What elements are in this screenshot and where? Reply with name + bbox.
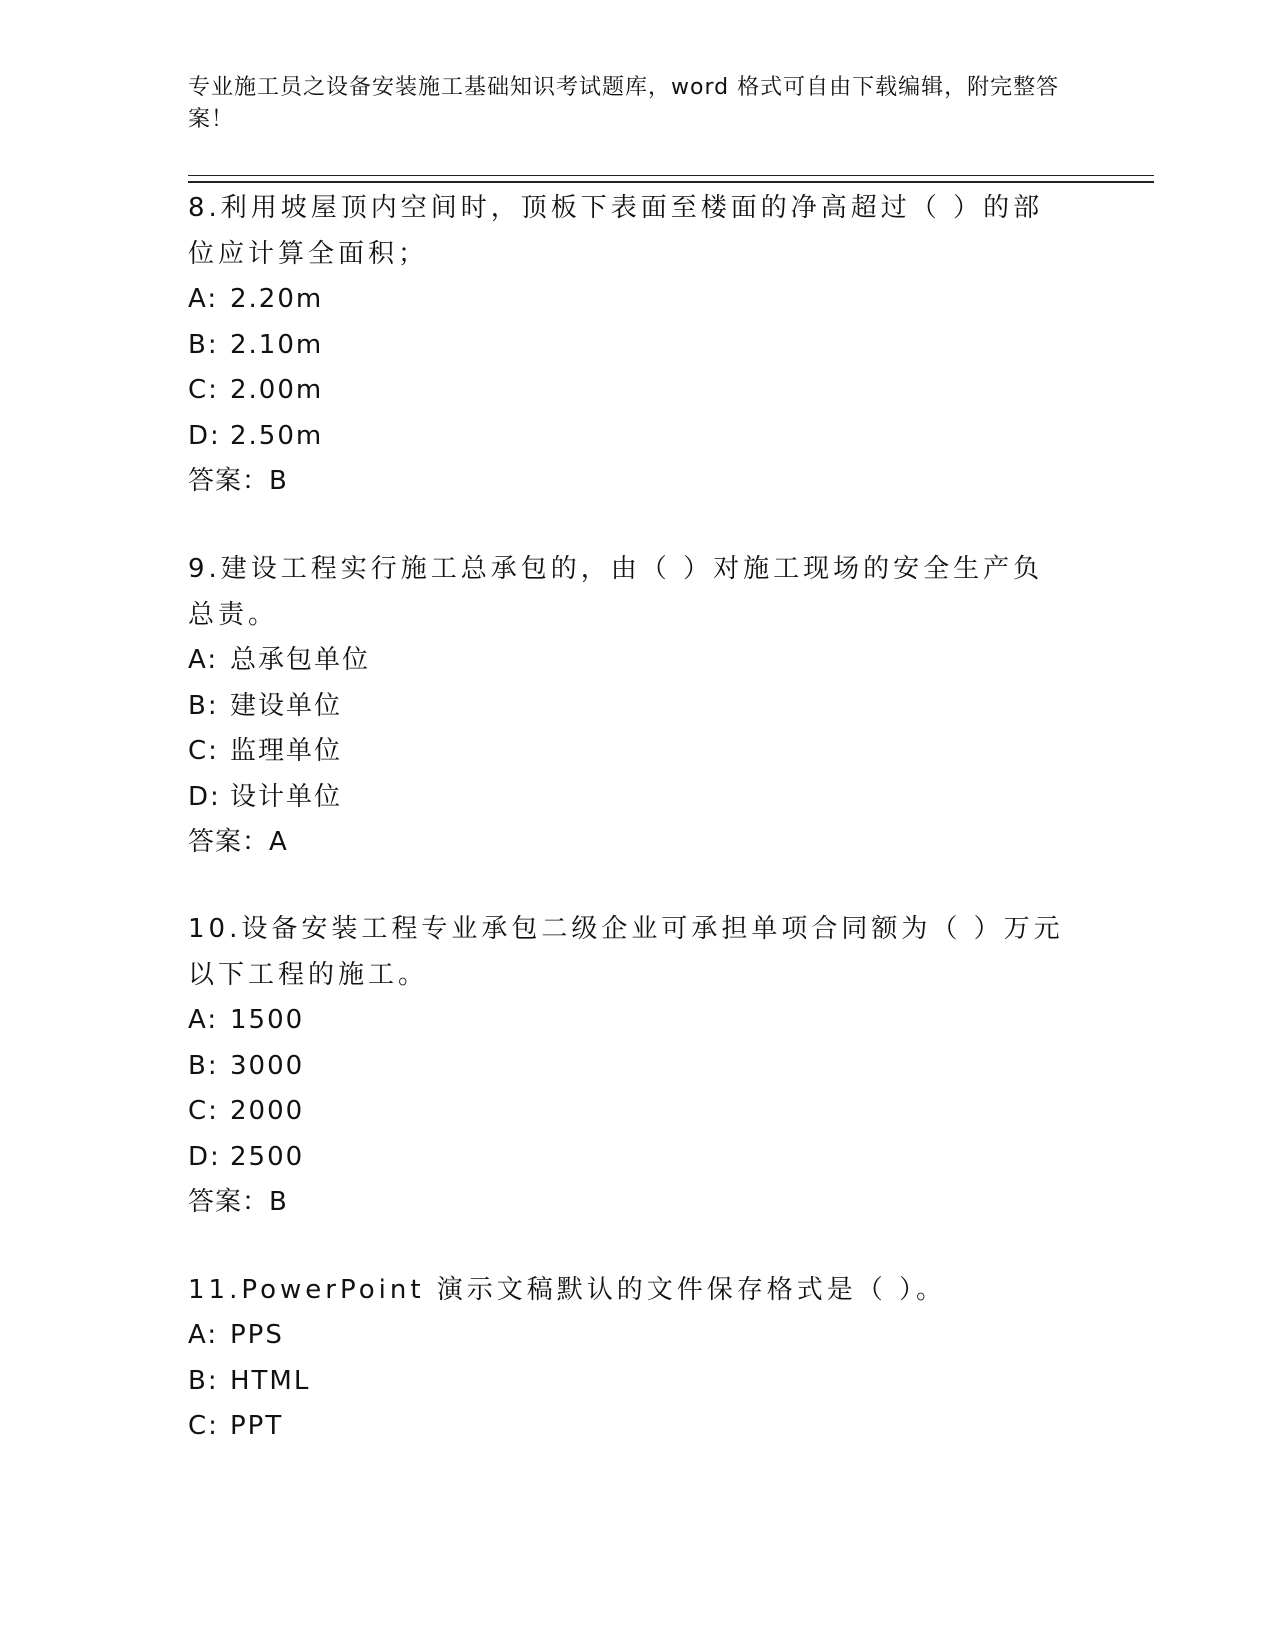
option-text: 总承包单位 [230,645,371,675]
option-text: 1500 [230,1005,305,1035]
option-text: 监理单位 [230,736,343,766]
question-9 [188,546,1068,864]
option-a [188,638,1068,684]
option-label: B: [188,690,219,721]
option-text: 2.20m [230,284,324,314]
question-11 [188,1267,1068,1450]
option-text: 设计单位 [230,781,343,812]
option-label: D: [188,420,221,451]
option-c [188,729,1068,775]
question-8 [188,185,1068,503]
header-rule-thick [188,181,1154,183]
answer-line: 答案：B [188,466,288,496]
option-text: 2.10m [230,329,324,360]
option-label: A: [188,645,219,675]
option-c [188,1089,1068,1135]
option-d [188,775,1068,821]
option-label: D: [188,781,221,812]
answer-line: 答案：B [188,1187,288,1217]
option-a [188,277,1068,323]
option-b [188,323,1068,369]
option-text: 2.00m [230,375,324,405]
option-text: 建设单位 [230,690,343,721]
option-text: PPT [230,1411,284,1441]
option-text: 2000 [230,1096,305,1126]
option-label: C: [188,1096,219,1126]
question-stem: 11.PowerPoint 演示文稿默认的文件保存格式是（ ）。 [188,1275,947,1305]
option-label: A: [188,1005,219,1035]
option-a [188,1313,1068,1359]
option-label: C: [188,1411,219,1441]
option-c [188,368,1068,414]
option-label: B: [188,1050,219,1081]
option-d [188,1135,1068,1181]
option-b [188,1044,1068,1090]
header-rule-thin [188,175,1154,176]
option-b [188,1359,1068,1405]
option-label: C: [188,375,219,405]
option-label: A: [188,1320,219,1350]
option-label: D: [188,1141,221,1172]
document-header: 专业施工员之设备安装施工基础知识考试题库，word 格式可自由下载编辑，附完整答案！ [188,75,1060,132]
question-stem: 8.利用坡屋顶内空间时，顶板下表面至楼面的净高超过（ ）的部位应计算全面积； [188,193,1044,269]
option-a [188,998,1068,1044]
option-c [188,1404,1068,1450]
question-stem: 9.建设工程实行施工总承包的，由（ ）对施工现场的安全生产负总责。 [188,554,1044,630]
option-text: 2.50m [230,420,324,451]
answer-line: 答案：A [188,827,288,857]
option-label: B: [188,1365,219,1396]
option-d [188,414,1068,460]
option-label: C: [188,736,219,766]
option-label: A: [188,284,219,314]
option-b [188,684,1068,730]
question-10 [188,906,1068,1224]
option-text: HTML [230,1365,311,1396]
question-stem: 10.设备安装工程专业承包二级企业可承担单项合同额为（ ）万元以下工程的施工。 [188,914,1064,990]
option-text: PPS [230,1320,284,1350]
option-text: 2500 [230,1141,305,1172]
option-text: 3000 [230,1050,305,1081]
option-label: B: [188,329,219,360]
